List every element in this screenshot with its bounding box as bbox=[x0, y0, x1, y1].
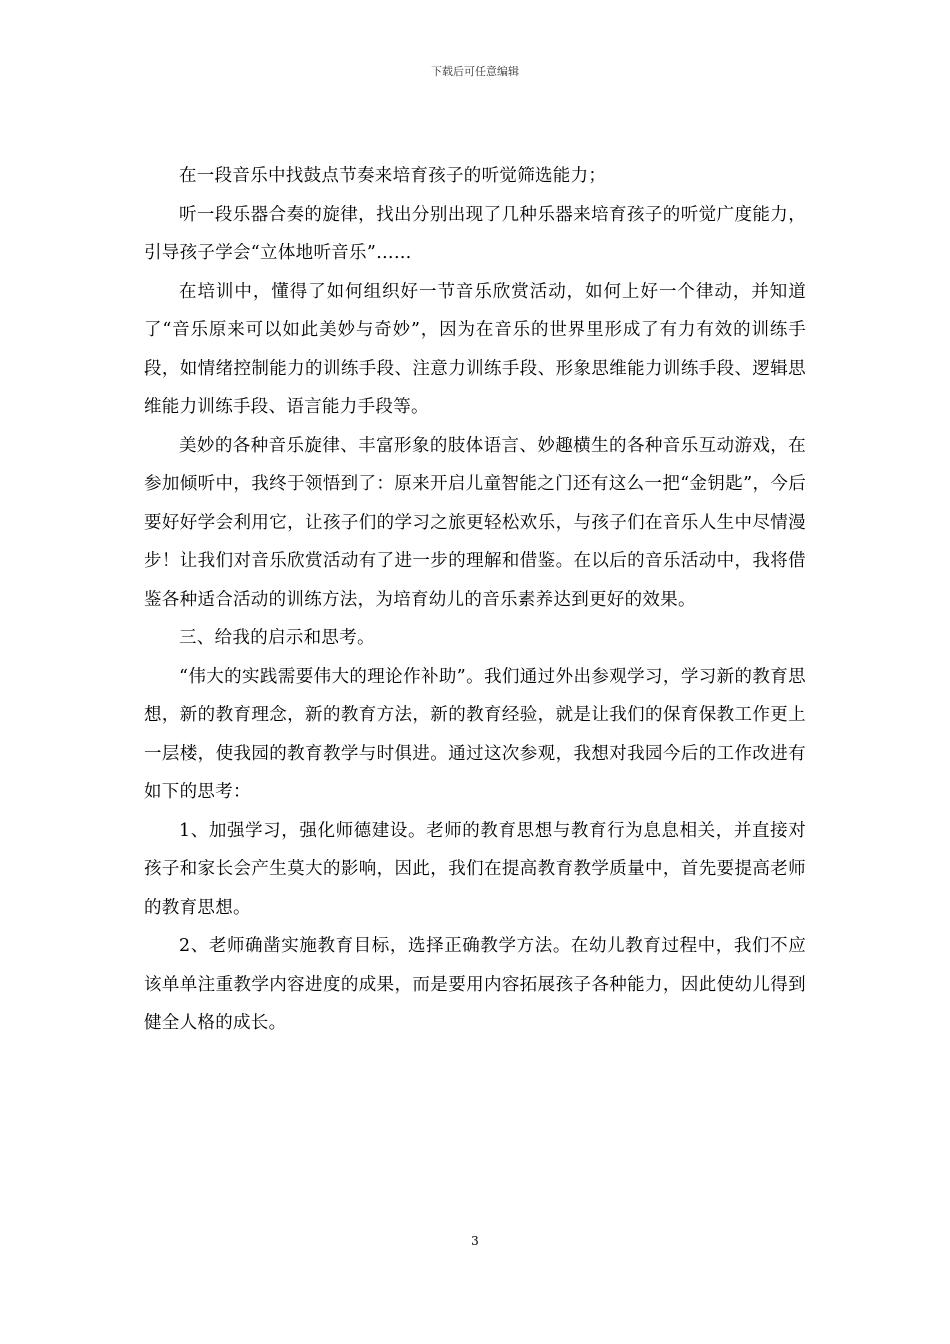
paragraph-golden-key: 美妙的各种音乐旋律、丰富形象的肢体语言、妙趣横生的各种音乐互动游戏，在参加倾听中，我终于领悟到了：原来开启儿童智能之门还有这么一把“金钥匙”，今后要好好学会利用它，让孩子们的学习之旅更轻松欢乐，与孩子们在音乐人生中尽情漫步！让我们对音乐欣赏活动有了进一步的理解和借鉴。在以后的音乐活动中，我将借鉴各种适合活动的训练方法，为培育幼儿的音乐素养达到更好的效果。 bbox=[144, 435, 806, 610]
list-item-1: 1、加强学习，强化师德建设。老师的教育思想与教育行为息息相关，并直接对孩子和家长会产生莫大的影响，因此，我们在提高教育教学质量中，首先要提高老师的教育思想。 bbox=[144, 820, 806, 918]
page-header: 下载后可任意编辑 bbox=[431, 65, 519, 78]
paragraph-instrument-ensemble: 听一段乐器合奏的旋律，找出分别出现了几种乐器来培育孩子的听觉广度能力，引导孩子学会“立体地听音乐”…… bbox=[144, 204, 806, 263]
list-item-2: 2、老师确凿实施教育目标，选择正确教学方法。在幼儿教育过程中，我们不应该单单注重教学内容进度的成果，而是要用内容拓展孩子各种能力，因此使幼儿得到健全人格的成长。 bbox=[144, 936, 806, 1033]
page-number: 3 bbox=[471, 1234, 479, 1248]
paragraph-theory-practice: “伟大的实践需要伟大的理论作补助”。我们通过外出参观学习，学习新的教育思想，新的教育理念，新的教育方法，新的教育经验，就是让我们的保育保教工作更上一层楼，使我园的教育教学与时俱进。通过这次参观，我想对我园今后的工作改进有如下的思考： bbox=[144, 666, 806, 802]
section-heading-3: 三、给我的启示和思考。 bbox=[179, 628, 375, 648]
paragraph-drum-rhythm: 在一段音乐中找鼓点节奏来培育孩子的听觉筛选能力； bbox=[179, 166, 607, 186]
paragraph-training-methods: 在培训中，懂得了如何组织好一节音乐欣赏活动，如何上好一个律动，并知道了“音乐原来可以如此美妙与奇妙”，因为在音乐的世界里形成了有力有效的训练手段，如情绪控制能力的训练手段、注意力训练手段、形象思维能力训练手段、逻辑思维能力训练手段、语言能力手段等。 bbox=[144, 281, 806, 417]
document-body bbox=[144, 157, 806, 1043]
